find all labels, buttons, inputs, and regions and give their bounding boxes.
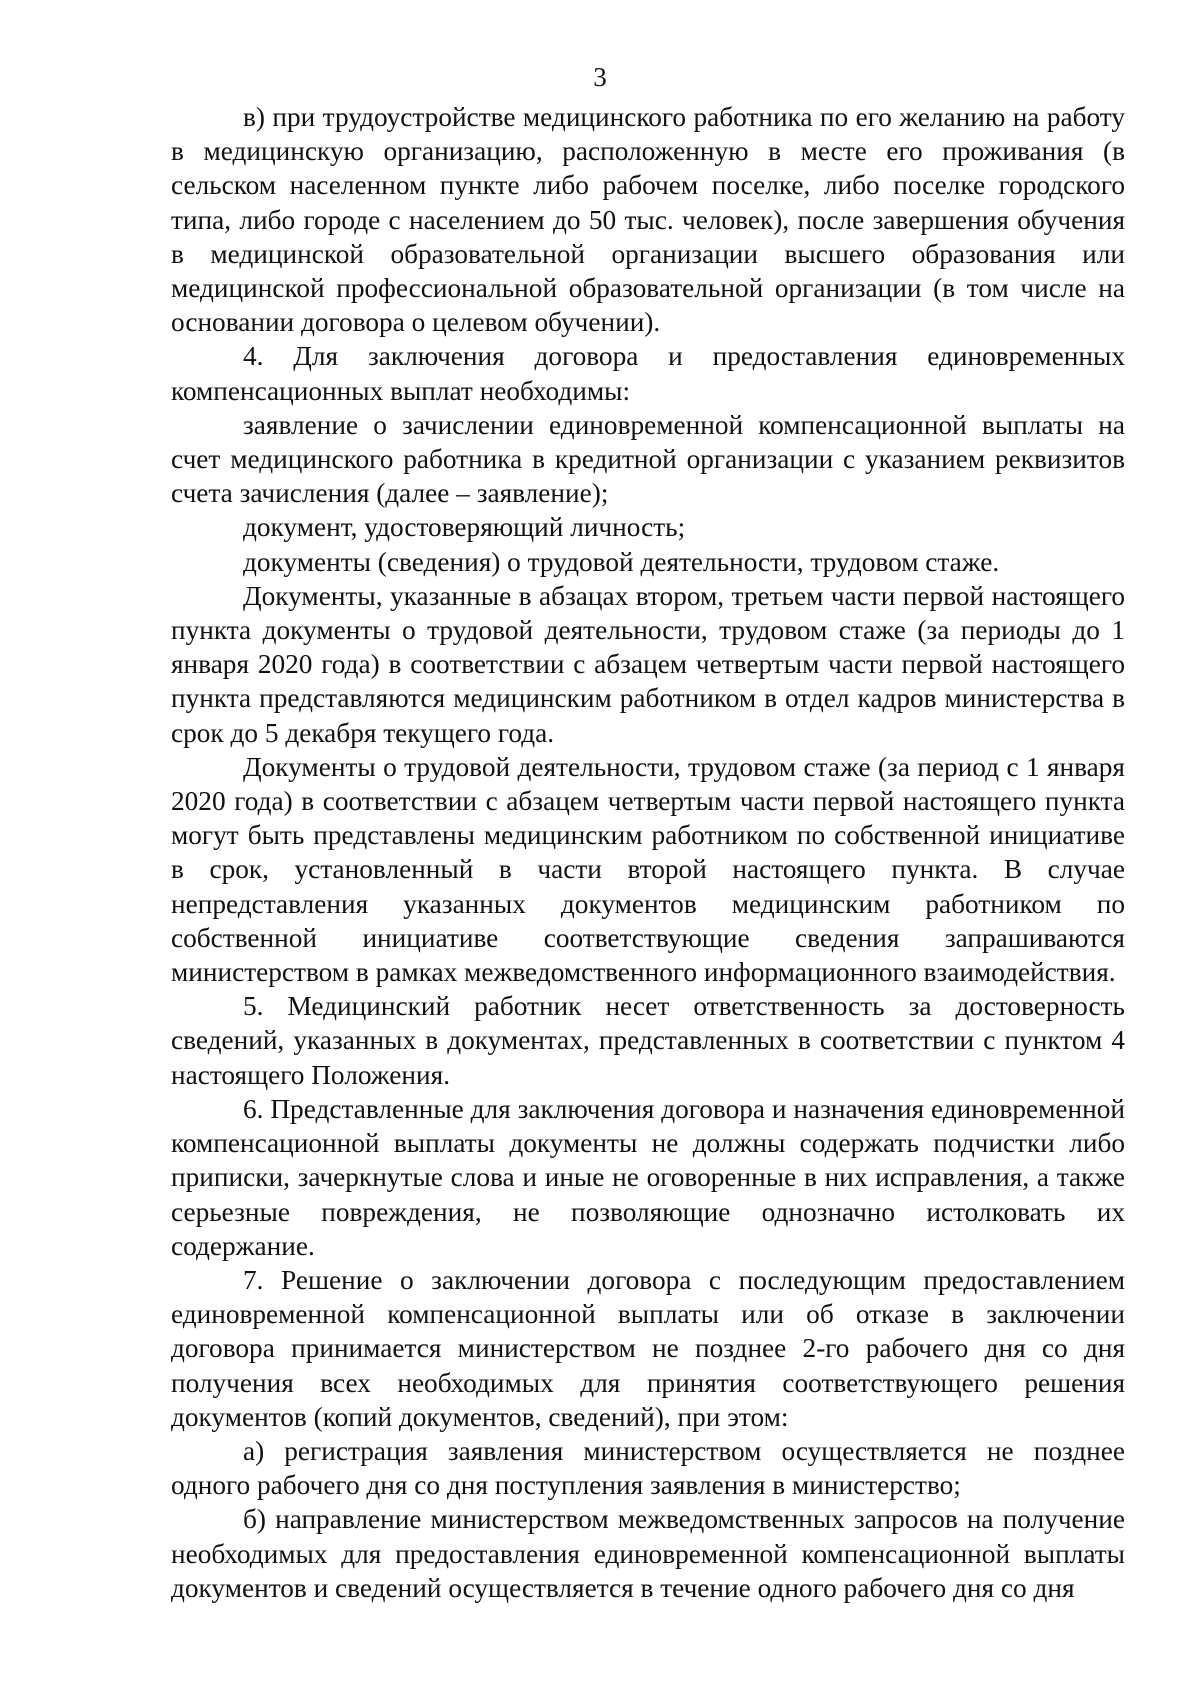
paragraph-4-application: заявление о зачислении единовременной компенсационной выплаты на счет медицинского работника в кредитной организации с указанием реквизитов счета зачисления (далее – заявление); bbox=[171, 409, 1125, 509]
paragraph-4-own-initiative: Документы о трудовой деятельности, трудовом стаже (за период с 1 января 2020 года) в соответствии с абзацем четвертым части первой настоящего пункта могут быть представлены медицинским работником по собственной инициативе в срок, установленный в части второй настоящего пункта. В случае непредставления указанных документов медицинским работником по собственной инициативе соответствующие сведения запрашиваются министерством в рамках межведомственного информационного взаимодействия. bbox=[171, 751, 1125, 988]
page-number: 3 bbox=[593, 62, 607, 92]
paragraph-3v: в) при трудоустройстве медицинского работника по его желанию на работу в медицинскую организацию, расположенную в месте его проживания (в сельском населенном пункте либо рабочем поселке, либо поселке городского типа, либо городе с населением до 50 тыс. человек), после завершения обучения в медицинской образовательной организации высшего образования или медицинской профессиональной образовательной организации (в том числе на основании договора о целевом обучении). bbox=[171, 102, 1125, 338]
paragraph-4: 4. Для заключения договора и предоставления единовременных компенсационных выплат необходимы: bbox=[171, 341, 1125, 406]
paragraph-6: 6. Представленные для заключения договора и назначения единовременной компенсационной выплаты документы не должны содержать подчистки либо приписки, зачеркнутые слова и иные не оговоренные в них исправления, а также серьезные повреждения, не позволяющие однозначно истолковать их содержание. bbox=[171, 1093, 1125, 1261]
paragraph-7b: б) направление министерством межведомственных запросов на получение необходимых для предоставления единовременной компенсационной выплаты документов и сведений осуществляется в течение одного рабочего дня со дня bbox=[171, 1504, 1125, 1603]
paragraph-4-employment-documents: документы (сведения) о трудовой деятельности, трудовом стаже. bbox=[243, 546, 1000, 577]
paragraph-4-submission-deadline: Документы, указанные в абзацах втором, третьем части первой настоящего пункта документы о трудовой деятельности, трудовом стаже (за периоды до 1 января 2020 года) в соответствии с абзацем четвертым части первой настоящего пункта представляются медицинским работником в отдел кадров министерства в срок до 5 декабря текущего года. bbox=[171, 580, 1125, 748]
body-text bbox=[171, 100, 1125, 1605]
paragraph-7: 7. Решение о заключении договора с последующим предоставлением единовременной компенсационной выплаты или об отказе в заключении договора принимается министерством не позднее 2-го рабочего дня со дня получения всех необходимых для принятия соответствующего решения документов (копий документов, сведений), при этом: bbox=[171, 1264, 1125, 1432]
paragraph-5: 5. Медицинский работник несет ответственность за достоверность сведений, указанных в документах, представленных в соответствии с пунктом 4 настоящего Положения. bbox=[171, 991, 1125, 1090]
paragraph-4-identity-document: документ, удостоверяющий личность; bbox=[243, 512, 686, 543]
paragraph-7a: а) регистрация заявления министерством осуществляется не позднее одного рабочего дня со дня поступления заявления в министерство; bbox=[171, 1435, 1125, 1501]
